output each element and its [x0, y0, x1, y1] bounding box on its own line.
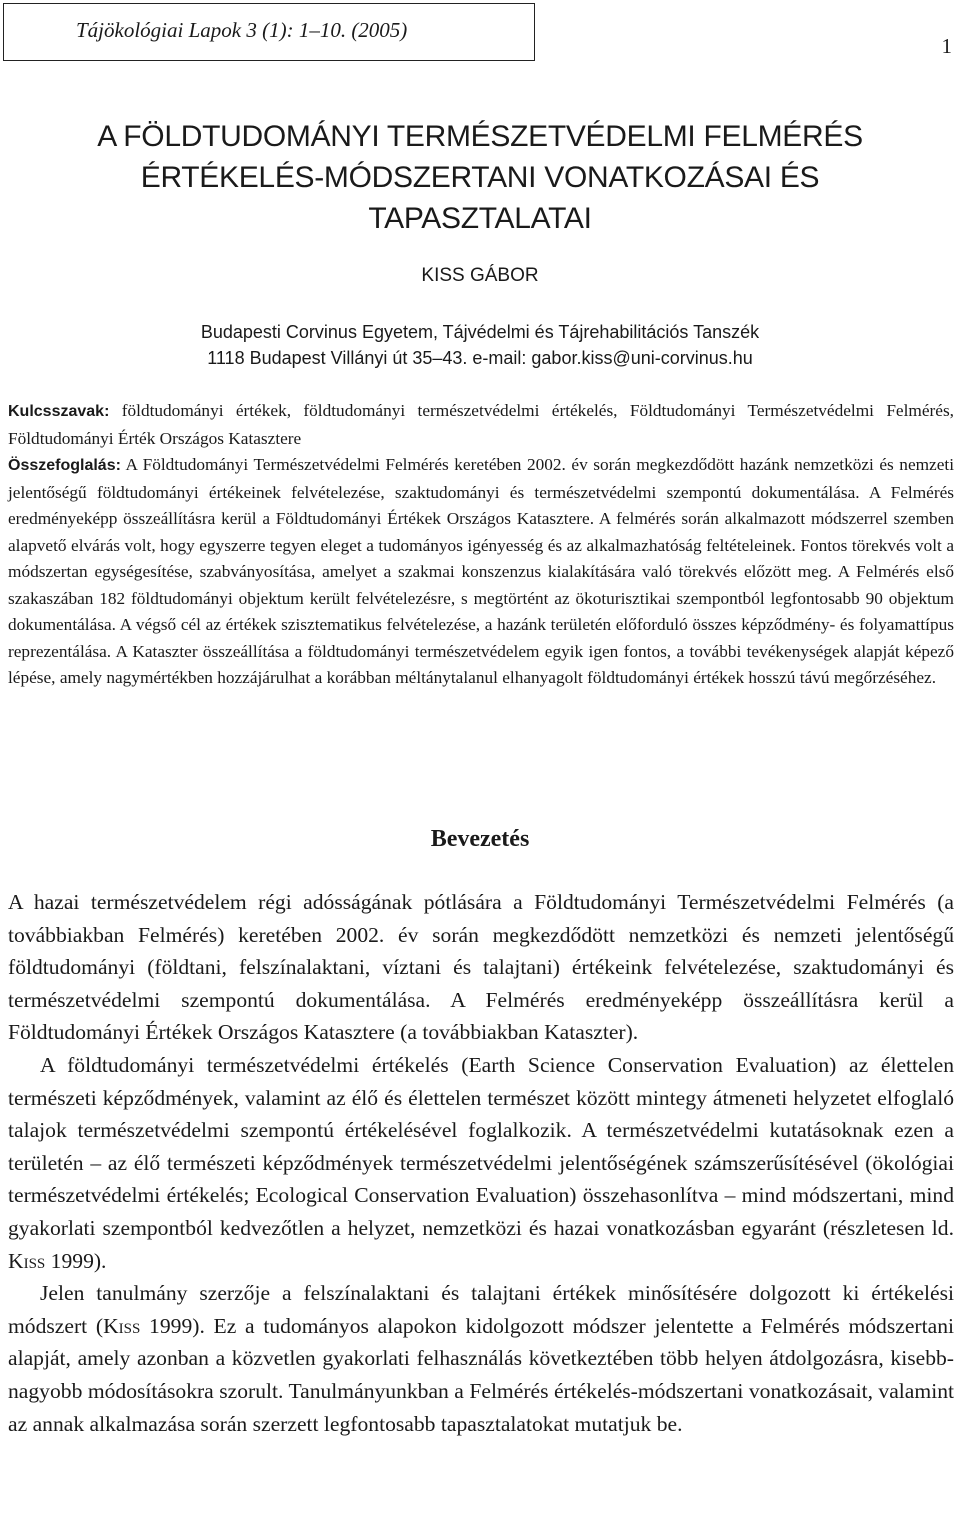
title-line-1: A FÖLDTUDOMÁNYI TERMÉSZETVÉDELMI FELMÉRÉS [97, 120, 863, 153]
paragraph-3-text: Jelen tanulmány szerzője a felszínalaktani és talajtani értékek minősítésére dolgozott ki értékelési módszert ( [8, 1281, 954, 1338]
citation-author: Kiss [8, 1248, 46, 1273]
paragraph-2 [8, 1049, 954, 1277]
summary-label: Összefoglalás: [8, 457, 121, 474]
title-line-2: ÉRTÉKELÉS-MÓDSZERTANI VONATKOZÁSAI ÉS [140, 161, 820, 194]
paper-title [0, 116, 960, 239]
paragraph-2-end: 1999). [45, 1248, 107, 1273]
keywords-text: földtudományi értékek, földtudományi természetvédelmi értékelés, Földtudományi Természetvédelmi Felmérés, Földtudományi Érték Országos Katasztere [8, 401, 954, 448]
paragraph-1: A hazai természetvédelem régi adósságának pótlására a Földtudományi Természetvédelmi Felmérés (a továbbiakban Felmérés) keretében 2002. év során megkezdődött nemzetközi és nemzeti jelentőségű földtudományi (földtani, felszínalaktani, víztani és talajtani) értékeink felvételezése, szaktudományi és természetvédelmi szempontú dokumentálása. A Felmérés eredményeképp összeállításra kerül a Földtudományi Értékek Országos Katasztere (a továbbiakban Kataszter). [8, 890, 954, 1045]
paragraph-2-text: A földtudományi természetvédelmi értékelés (Earth Science Conservation Evaluation) az élettelen természeti képződmények, valamint az élő és élettelen természet között mintegy átmeneti helyzetet elfoglaló talajok természetvédelmi szempontú értékelésével foglalkozik. A természetvédelmi kutatásoknak ezen a területén – az élő természeti képződmények természetvédelmi jelentőségének számszerűsítésével (ökológiai természetvédelmi értékelés; Ecological Conservation Evaluation) összehasonlítva – mind módszertani, mind gyakorlati szempontból kedvezőtlen a helyzet, nemzetközi és hazai vonatkozásban egyaránt (részletesen ld. [8, 1052, 954, 1240]
summary [8, 452, 954, 692]
page-number: 1 [941, 34, 952, 58]
affiliation-institution: Budapesti Corvinus Egyetem, Tájvédelmi és Tájrehabilitációs Tanszék [200, 322, 760, 342]
section-heading: Bevezetés [430, 826, 530, 852]
citation-author: Kiss [103, 1313, 141, 1338]
section-body [8, 886, 954, 1440]
summary-text: A Földtudományi Természetvédelmi Felmérés keretében 2002. év során megkezdődött hazánk nemzetközi és nemzeti jelentőségű földtudományi értékeinek felvételezése, szaktudományi és természetvédelmi szempontú dokumentálása. A Felmérés eredményeképp összeállításra kerül a Földtudományi Értékek Országos Katasztere. A felmérés során alkalmazott módszerrel szemben alapvető elvárás volt, hogy egyszerre tegyen eleget a tudományos igényesség és az alkalmazhatóság feltételeinek. Fontos törekvés volt a módszertan egységesítése, szabványosítása, amelyet a szakmai konszenzus kialakítására való törekvés előzött meg. A Felmérés első szakaszában 182 földtudományi objektum került felvételezésre, s megtörtént az ökoturisztikai szempontból legfontosabb 90 objektum dokumentálása. A végső cél az értékek szisztematikus felvételezése, a hazánk területén előforduló összes képződmény- és folyamattípus reprezentálása. A Kataszter összeállítása a földtudományi természetvédelem egyik igen fontos, a további tevékenységek alapját képező lépése, amely nagymértékben hozzájárulhat a korábban méltánytalanul elhanyagolt földtudományi értékek hosszú távú megőrzéséhez. [8, 455, 954, 687]
keywords-label: Kulcsszavak: [8, 403, 110, 420]
affiliation-address: 1118 Budapest Villányi út 35–43. e-mail: gabor.kiss@uni-corvinus.hu [207, 348, 753, 368]
title-line-3: TAPASZTALATAI [368, 202, 592, 235]
paragraph-3 [8, 1277, 954, 1440]
affiliation [0, 319, 960, 371]
author-name: KISS GÁBOR [421, 265, 539, 286]
keywords [8, 398, 954, 452]
journal-citation: Tájökológiai Lapok 3 (1): 1–10. (2005) [3, 3, 535, 61]
abstract [8, 398, 954, 692]
paragraph-3-end: 1999). Ez a tudományos alapokon kidolgozott módszer jelentette a Felmérés módszertani alapját, amely azonban a közvetlen gyakorlati felhasználás következtében több helyen átdolgozásra, kisebb-nagyobb módosításokra szorult. Tanulmányunkban a Felmérés értékelés-módszertani vonatkozásait, valamint az annak alkalmazása során szerzett legfontosabb tapasztalatokat mutatjuk be. [8, 1313, 954, 1436]
